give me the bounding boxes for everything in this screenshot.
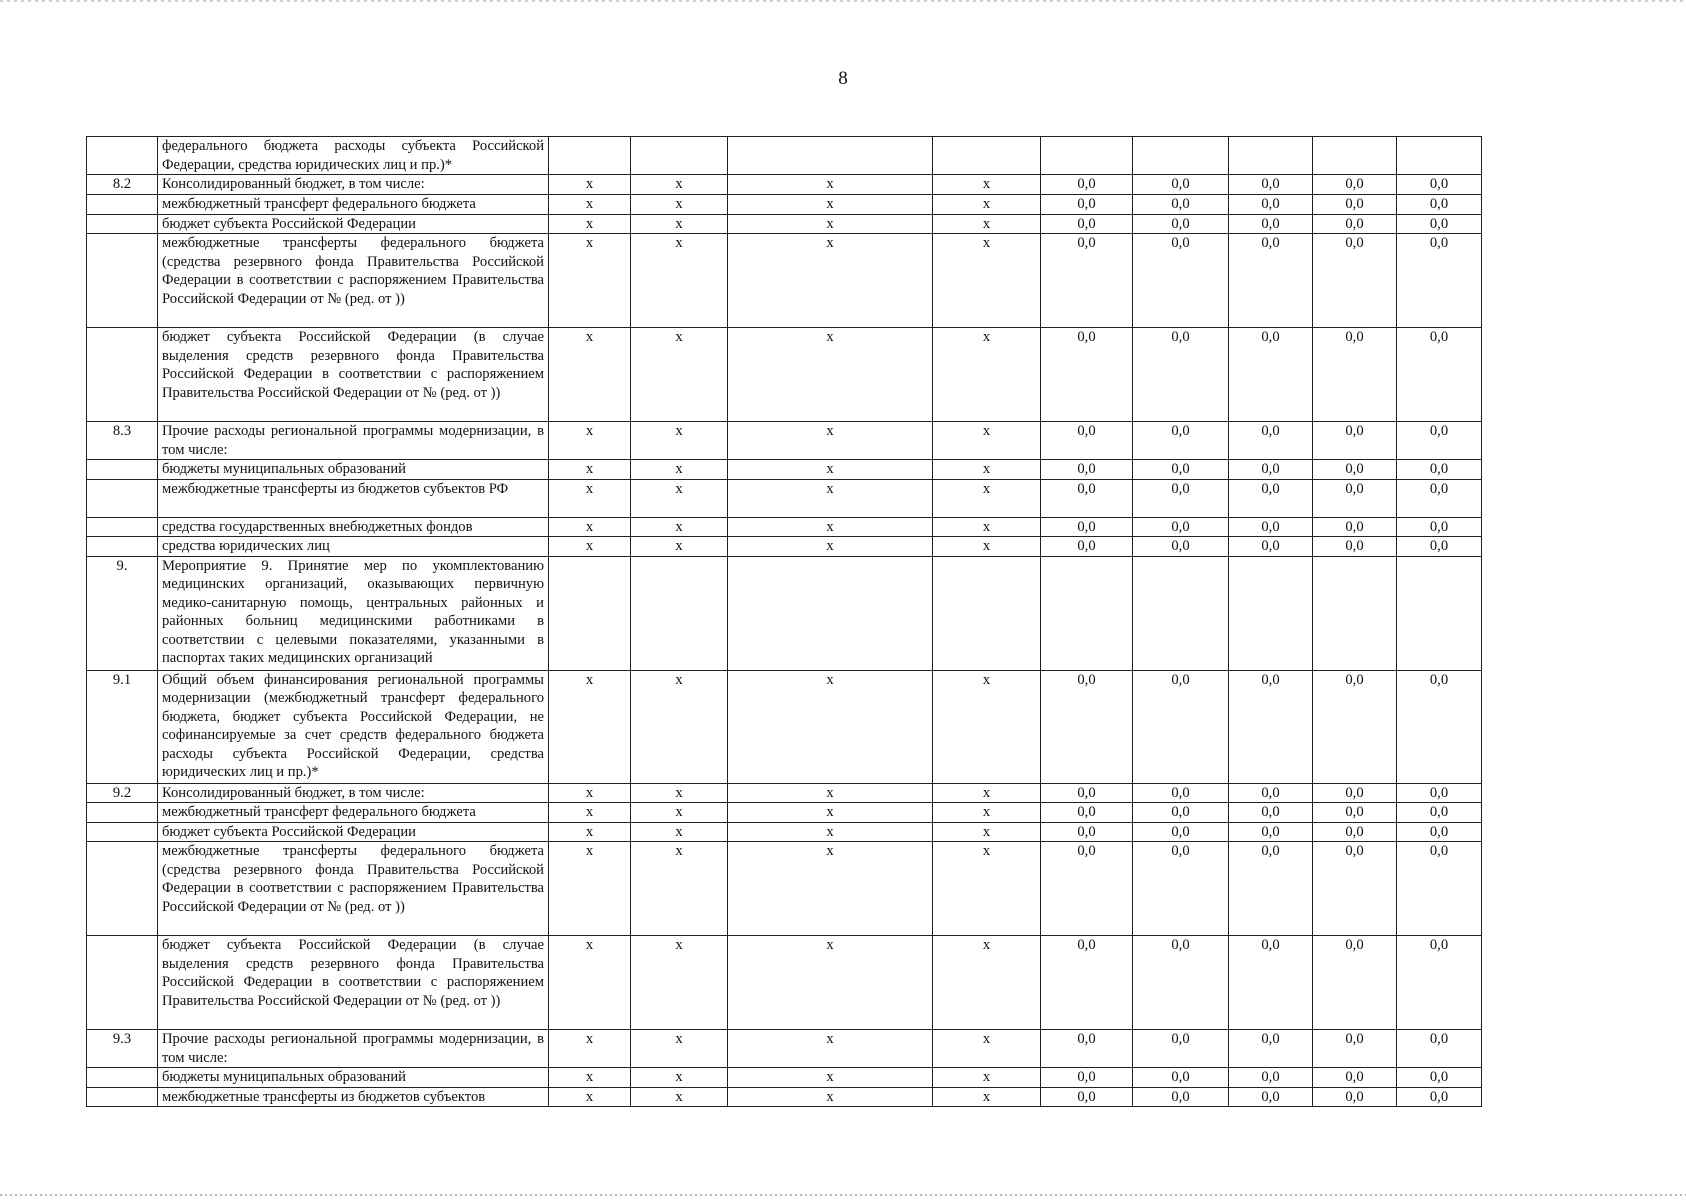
row-8-2-b bbox=[87, 214, 1482, 234]
value-cell-x: х bbox=[728, 783, 933, 803]
value-cell: 0,0 bbox=[1397, 670, 1482, 783]
value-cell: 0,0 bbox=[1133, 670, 1229, 783]
value-cell-x: х bbox=[933, 328, 1041, 422]
value-cell-x: х bbox=[933, 479, 1041, 517]
row-description: Прочие расходы региональной программы модернизации, в том числе: bbox=[158, 422, 549, 460]
value-cell-x: х bbox=[631, 479, 728, 517]
value-cell-x: х bbox=[933, 1087, 1041, 1107]
row-number bbox=[87, 137, 158, 175]
value-cell-x: х bbox=[933, 460, 1041, 480]
value-cell: 0,0 bbox=[1229, 1030, 1313, 1068]
value-cell bbox=[1313, 556, 1397, 670]
budget-table bbox=[86, 136, 1482, 1107]
value-cell: 0,0 bbox=[1041, 328, 1133, 422]
row-8-2-d bbox=[87, 328, 1482, 422]
value-cell: 0,0 bbox=[1133, 195, 1229, 215]
row-number bbox=[87, 1087, 158, 1107]
value-cell: 0,0 bbox=[1229, 670, 1313, 783]
scan-edge-bottom bbox=[0, 1194, 1686, 1196]
value-cell bbox=[1397, 556, 1482, 670]
value-cell-x bbox=[631, 556, 728, 670]
row-number: 9.2 bbox=[87, 783, 158, 803]
value-cell bbox=[1041, 137, 1133, 175]
value-cell-x: х bbox=[933, 517, 1041, 537]
value-cell-x: х bbox=[933, 822, 1041, 842]
value-cell-x bbox=[728, 137, 933, 175]
value-cell: 0,0 bbox=[1397, 936, 1482, 1030]
value-cell: 0,0 bbox=[1397, 1030, 1482, 1068]
value-cell: 0,0 bbox=[1133, 517, 1229, 537]
row-9-3 bbox=[87, 1030, 1482, 1068]
value-cell: 0,0 bbox=[1041, 670, 1133, 783]
value-cell-x: х bbox=[631, 803, 728, 823]
value-cell: 0,0 bbox=[1397, 328, 1482, 422]
value-cell-x: х bbox=[631, 517, 728, 537]
value-cell: 0,0 bbox=[1041, 234, 1133, 328]
value-cell: 0,0 bbox=[1133, 328, 1229, 422]
value-cell: 0,0 bbox=[1041, 1068, 1133, 1088]
value-cell: 0,0 bbox=[1397, 460, 1482, 480]
value-cell: 0,0 bbox=[1041, 422, 1133, 460]
value-cell: 0,0 bbox=[1041, 214, 1133, 234]
row-number bbox=[87, 195, 158, 215]
row-description: бюджет субъекта Российской Федерации bbox=[158, 822, 549, 842]
row-number bbox=[87, 214, 158, 234]
value-cell-x: х bbox=[631, 783, 728, 803]
value-cell: 0,0 bbox=[1041, 479, 1133, 517]
value-cell-x: х bbox=[549, 479, 631, 517]
row-9-2-a bbox=[87, 803, 1482, 823]
value-cell-x: х bbox=[631, 234, 728, 328]
row-9-2-d bbox=[87, 936, 1482, 1030]
row-description: бюджеты муниципальных образований bbox=[158, 1068, 549, 1088]
value-cell: 0,0 bbox=[1313, 214, 1397, 234]
value-cell-x: х bbox=[933, 214, 1041, 234]
value-cell-x: х bbox=[728, 234, 933, 328]
row-number: 9. bbox=[87, 556, 158, 670]
value-cell: 0,0 bbox=[1133, 1087, 1229, 1107]
value-cell-x bbox=[549, 556, 631, 670]
row-description: бюджеты муниципальных образований bbox=[158, 460, 549, 480]
value-cell-x: х bbox=[631, 842, 728, 936]
value-cell-x: х bbox=[549, 517, 631, 537]
value-cell: 0,0 bbox=[1313, 783, 1397, 803]
value-cell: 0,0 bbox=[1397, 195, 1482, 215]
value-cell: 0,0 bbox=[1133, 479, 1229, 517]
value-cell: 0,0 bbox=[1313, 234, 1397, 328]
value-cell-x: х bbox=[728, 214, 933, 234]
row-8-3-b bbox=[87, 479, 1482, 517]
row-description: бюджет субъекта Российской Федерации (в случае выделения средств резервного фонда Правительства Российской Федерации в соответствии с распоряжением Правительства Российской Федерации от № (ред. от )) bbox=[158, 936, 549, 1030]
value-cell-x: х bbox=[549, 537, 631, 557]
value-cell bbox=[1229, 556, 1313, 670]
value-cell: 0,0 bbox=[1133, 175, 1229, 195]
value-cell-x: х bbox=[728, 479, 933, 517]
value-cell-x: х bbox=[933, 803, 1041, 823]
value-cell: 0,0 bbox=[1313, 670, 1397, 783]
value-cell: 0,0 bbox=[1397, 234, 1482, 328]
row-8-3-a bbox=[87, 460, 1482, 480]
value-cell: 0,0 bbox=[1313, 803, 1397, 823]
value-cell: 0,0 bbox=[1313, 517, 1397, 537]
value-cell-x: х bbox=[549, 234, 631, 328]
row-number: 8.3 bbox=[87, 422, 158, 460]
value-cell-x: х bbox=[631, 1030, 728, 1068]
value-cell-x: х bbox=[728, 422, 933, 460]
row-description: Прочие расходы региональной программы модернизации, в том числе: bbox=[158, 1030, 549, 1068]
row-description: межбюджетный трансферт федерального бюджета bbox=[158, 803, 549, 823]
value-cell: 0,0 bbox=[1041, 783, 1133, 803]
value-cell bbox=[1397, 137, 1482, 175]
value-cell: 0,0 bbox=[1313, 195, 1397, 215]
row-description: межбюджетные трансферты федерального бюджета (средства резервного фонда Правительства Российской Федерации в соответствии с распоряжением Правительства Российской Федерации от № (ред. от )) bbox=[158, 234, 549, 328]
value-cell bbox=[1041, 556, 1133, 670]
value-cell: 0,0 bbox=[1133, 460, 1229, 480]
row-description: Общий объем финансирования региональной программы модернизации (межбюджетный трансферт федерального бюджета, бюджет субъекта Российской Федерации, не софинансируемые за счет средств федерального бюджета расходы субъекта Российской Федерации, средства юридических лиц и пр.)* bbox=[158, 670, 549, 783]
row-number bbox=[87, 822, 158, 842]
row-description: межбюджетные трансферты из бюджетов субъектов bbox=[158, 1087, 549, 1107]
value-cell-x: х bbox=[549, 783, 631, 803]
row-description: межбюджетные трансферты федерального бюджета (средства резервного фонда Правительства Российской Федерации в соответствии с распоряжением Правительства Российской Федерации от № (ред. от )) bbox=[158, 842, 549, 936]
value-cell: 0,0 bbox=[1229, 214, 1313, 234]
value-cell-x: х bbox=[728, 803, 933, 823]
value-cell: 0,0 bbox=[1133, 783, 1229, 803]
value-cell-x: х bbox=[728, 1087, 933, 1107]
value-cell-x: х bbox=[631, 537, 728, 557]
value-cell: 0,0 bbox=[1229, 842, 1313, 936]
row-number bbox=[87, 537, 158, 557]
value-cell-x: х bbox=[631, 214, 728, 234]
row-number bbox=[87, 803, 158, 823]
value-cell: 0,0 bbox=[1313, 479, 1397, 517]
value-cell: 0,0 bbox=[1397, 842, 1482, 936]
value-cell-x: х bbox=[728, 517, 933, 537]
value-cell-x: х bbox=[728, 1030, 933, 1068]
value-cell-x: х bbox=[728, 537, 933, 557]
value-cell: 0,0 bbox=[1133, 214, 1229, 234]
value-cell-x: х bbox=[549, 803, 631, 823]
value-cell-x: х bbox=[728, 936, 933, 1030]
value-cell: 0,0 bbox=[1229, 422, 1313, 460]
value-cell-x: х bbox=[549, 1068, 631, 1088]
row-8-2-c bbox=[87, 234, 1482, 328]
row-8-2 bbox=[87, 175, 1482, 195]
value-cell-x: х bbox=[728, 175, 933, 195]
row-9-2 bbox=[87, 783, 1482, 803]
value-cell: 0,0 bbox=[1229, 175, 1313, 195]
value-cell: 0,0 bbox=[1229, 936, 1313, 1030]
value-cell-x: х bbox=[728, 195, 933, 215]
value-cell-x: х bbox=[631, 422, 728, 460]
value-cell: 0,0 bbox=[1041, 822, 1133, 842]
row-8-3 bbox=[87, 422, 1482, 460]
value-cell: 0,0 bbox=[1397, 822, 1482, 842]
row-9-1 bbox=[87, 670, 1482, 783]
value-cell-x bbox=[631, 137, 728, 175]
row-number bbox=[87, 234, 158, 328]
value-cell: 0,0 bbox=[1133, 422, 1229, 460]
value-cell: 0,0 bbox=[1133, 1068, 1229, 1088]
value-cell-x: х bbox=[933, 422, 1041, 460]
row-number bbox=[87, 517, 158, 537]
value-cell-x: х bbox=[549, 460, 631, 480]
value-cell-x: х bbox=[728, 842, 933, 936]
value-cell: 0,0 bbox=[1041, 175, 1133, 195]
row-9-3-a bbox=[87, 1068, 1482, 1088]
value-cell: 0,0 bbox=[1041, 537, 1133, 557]
value-cell-x: х bbox=[631, 175, 728, 195]
value-cell: 0,0 bbox=[1313, 1068, 1397, 1088]
row-description: межбюджетный трансферт федерального бюджета bbox=[158, 195, 549, 215]
value-cell: 0,0 bbox=[1313, 936, 1397, 1030]
row-number bbox=[87, 460, 158, 480]
value-cell: 0,0 bbox=[1133, 803, 1229, 823]
row-description: бюджет субъекта Российской Федерации bbox=[158, 214, 549, 234]
row-8-2-a bbox=[87, 195, 1482, 215]
value-cell-x: х bbox=[728, 822, 933, 842]
value-cell: 0,0 bbox=[1229, 479, 1313, 517]
value-cell-x: х bbox=[728, 328, 933, 422]
value-cell: 0,0 bbox=[1313, 460, 1397, 480]
value-cell-x: х bbox=[549, 670, 631, 783]
value-cell: 0,0 bbox=[1041, 195, 1133, 215]
value-cell: 0,0 bbox=[1313, 328, 1397, 422]
value-cell: 0,0 bbox=[1397, 422, 1482, 460]
value-cell bbox=[1133, 556, 1229, 670]
value-cell-x bbox=[728, 556, 933, 670]
value-cell: 0,0 bbox=[1313, 422, 1397, 460]
value-cell: 0,0 bbox=[1397, 783, 1482, 803]
row-9-2-c bbox=[87, 842, 1482, 936]
value-cell-x: х bbox=[549, 822, 631, 842]
value-cell-x: х bbox=[933, 1030, 1041, 1068]
value-cell: 0,0 bbox=[1397, 175, 1482, 195]
value-cell-x: х bbox=[631, 670, 728, 783]
value-cell bbox=[1133, 137, 1229, 175]
value-cell-x: х bbox=[933, 936, 1041, 1030]
row-number bbox=[87, 842, 158, 936]
value-cell: 0,0 bbox=[1397, 214, 1482, 234]
row-number: 8.2 bbox=[87, 175, 158, 195]
value-cell: 0,0 bbox=[1229, 537, 1313, 557]
value-cell: 0,0 bbox=[1041, 517, 1133, 537]
value-cell: 0,0 bbox=[1313, 842, 1397, 936]
row-number bbox=[87, 936, 158, 1030]
value-cell-x: х bbox=[728, 670, 933, 783]
value-cell: 0,0 bbox=[1397, 1087, 1482, 1107]
value-cell: 0,0 bbox=[1313, 822, 1397, 842]
value-cell-x: х bbox=[549, 195, 631, 215]
value-cell: 0,0 bbox=[1313, 175, 1397, 195]
value-cell: 0,0 bbox=[1133, 842, 1229, 936]
value-cell-x: х bbox=[549, 422, 631, 460]
row-description: Консолидированный бюджет, в том числе: bbox=[158, 783, 549, 803]
row-description: межбюджетные трансферты из бюджетов субъектов РФ bbox=[158, 479, 549, 517]
value-cell: 0,0 bbox=[1041, 460, 1133, 480]
value-cell-x: х bbox=[549, 1030, 631, 1068]
value-cell: 0,0 bbox=[1041, 1087, 1133, 1107]
value-cell-x bbox=[933, 137, 1041, 175]
value-cell-x: х bbox=[933, 670, 1041, 783]
value-cell: 0,0 bbox=[1313, 1030, 1397, 1068]
value-cell: 0,0 bbox=[1133, 936, 1229, 1030]
value-cell-x: х bbox=[631, 936, 728, 1030]
value-cell: 0,0 bbox=[1133, 537, 1229, 557]
value-cell: 0,0 bbox=[1133, 234, 1229, 328]
value-cell: 0,0 bbox=[1133, 822, 1229, 842]
row-description: средства юридических лиц bbox=[158, 537, 549, 557]
page-number: 8 bbox=[838, 68, 848, 89]
value-cell-x bbox=[933, 556, 1041, 670]
value-cell-x: х bbox=[631, 460, 728, 480]
row-9-3-b bbox=[87, 1087, 1482, 1107]
row-8-3-c bbox=[87, 517, 1482, 537]
value-cell-x: х bbox=[933, 1068, 1041, 1088]
value-cell: 0,0 bbox=[1313, 537, 1397, 557]
value-cell-x: х bbox=[933, 537, 1041, 557]
value-cell: 0,0 bbox=[1041, 842, 1133, 936]
value-cell-x: х bbox=[631, 195, 728, 215]
row-description: федерального бюджета расходы субъекта Российской Федерации, средства юридических лиц и пр.)* bbox=[158, 137, 549, 175]
value-cell: 0,0 bbox=[1229, 460, 1313, 480]
row-number bbox=[87, 479, 158, 517]
row-number bbox=[87, 328, 158, 422]
value-cell: 0,0 bbox=[1313, 1087, 1397, 1107]
value-cell: 0,0 bbox=[1041, 936, 1133, 1030]
value-cell: 0,0 bbox=[1397, 479, 1482, 517]
row-description: бюджет субъекта Российской Федерации (в случае выделения средств резервного фонда Правительства Российской Федерации в соответствии с распоряжением Правительства Российской Федерации от № (ред. от )) bbox=[158, 328, 549, 422]
row-number: 9.1 bbox=[87, 670, 158, 783]
row-description: Консолидированный бюджет, в том числе: bbox=[158, 175, 549, 195]
value-cell: 0,0 bbox=[1229, 234, 1313, 328]
value-cell bbox=[1229, 137, 1313, 175]
value-cell: 0,0 bbox=[1229, 517, 1313, 537]
value-cell-x: х bbox=[631, 1087, 728, 1107]
value-cell-x: х bbox=[549, 214, 631, 234]
value-cell: 0,0 bbox=[1397, 1068, 1482, 1088]
value-cell-x bbox=[549, 137, 631, 175]
value-cell: 0,0 bbox=[1397, 517, 1482, 537]
value-cell-x: х bbox=[549, 842, 631, 936]
value-cell: 0,0 bbox=[1397, 537, 1482, 557]
value-cell: 0,0 bbox=[1133, 1030, 1229, 1068]
row-9 bbox=[87, 556, 1482, 670]
value-cell: 0,0 bbox=[1397, 803, 1482, 823]
value-cell-x: х bbox=[631, 822, 728, 842]
value-cell: 0,0 bbox=[1229, 1087, 1313, 1107]
row-8-3-d bbox=[87, 537, 1482, 557]
value-cell: 0,0 bbox=[1229, 783, 1313, 803]
value-cell-x: х bbox=[549, 936, 631, 1030]
row-description: средства государственных внебюджетных фондов bbox=[158, 517, 549, 537]
value-cell: 0,0 bbox=[1229, 822, 1313, 842]
value-cell: 0,0 bbox=[1041, 1030, 1133, 1068]
value-cell bbox=[1313, 137, 1397, 175]
value-cell-x: х bbox=[933, 842, 1041, 936]
value-cell-x: х bbox=[631, 328, 728, 422]
value-cell-x: х bbox=[728, 460, 933, 480]
row-9-2-b bbox=[87, 822, 1482, 842]
value-cell-x: х bbox=[933, 783, 1041, 803]
value-cell-x: х bbox=[549, 175, 631, 195]
value-cell-x: х bbox=[631, 1068, 728, 1088]
value-cell-x: х bbox=[549, 1087, 631, 1107]
value-cell: 0,0 bbox=[1229, 195, 1313, 215]
value-cell-x: х bbox=[933, 175, 1041, 195]
row-cont bbox=[87, 137, 1482, 175]
value-cell-x: х bbox=[728, 1068, 933, 1088]
row-number bbox=[87, 1068, 158, 1088]
value-cell: 0,0 bbox=[1229, 328, 1313, 422]
value-cell: 0,0 bbox=[1041, 803, 1133, 823]
value-cell: 0,0 bbox=[1229, 1068, 1313, 1088]
value-cell-x: х bbox=[933, 234, 1041, 328]
row-number: 9.3 bbox=[87, 1030, 158, 1068]
value-cell-x: х bbox=[933, 195, 1041, 215]
value-cell: 0,0 bbox=[1229, 803, 1313, 823]
value-cell-x: х bbox=[549, 328, 631, 422]
scan-edge-top bbox=[0, 0, 1686, 2]
row-description: Мероприятие 9. Принятие мер по укомплектованию медицинских организаций, оказывающих первичную медико-санитарную помощь, центральных районных и районных больниц медицинскими работниками в соответствии с целевыми показателями, указанными в паспортах таких медицинских организаций bbox=[158, 556, 549, 670]
